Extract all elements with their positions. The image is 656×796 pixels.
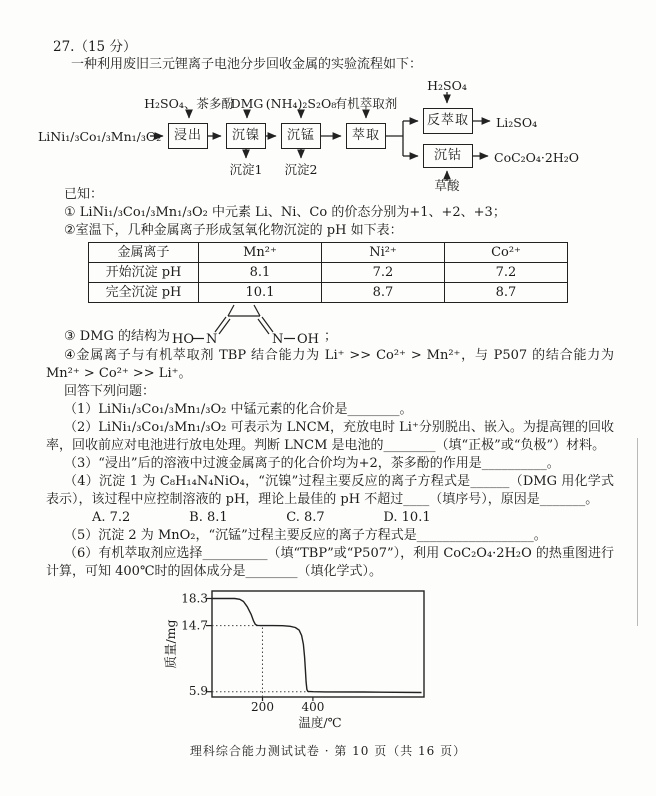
table-header-row [89,243,568,263]
question-intro: 一种利用废旧三元锂离子电池分步回收金属的实验流程如下： [71,57,423,72]
cell-start-mn: 8.1 [199,263,322,283]
page-edge-line [637,438,638,626]
flow-box-leach: 浸出 [168,123,208,149]
cell-start-ni: 7.2 [322,263,445,283]
bottom-label-precipitate-2: 沉淀2 [284,162,318,177]
known-item-1: ① LiNi₁/₃Co₁/₃Mn₁/₃O₂ 中元素 Li、Ni、Co 的价态分别为+1、+2、+3； [64,205,506,220]
cell-complete-mn: 10.1 [199,283,322,303]
top-label-h2so4-right: H₂SO₄ [427,78,467,93]
cell-complete-ni: 8.7 [322,283,445,303]
flow-box-back-extract: 反萃取 [423,108,473,134]
question-3: （3）“浸出”后的溶液中过渡金属离子的化合价均为+2，茶多酚的作用是__________。 [64,456,560,471]
table-row [89,263,568,283]
questions-prompt: 回答下列问题： [64,384,156,399]
option-a: A. 7.2 [92,510,131,525]
xtick-200: 200 [251,700,274,714]
option-b: B. 8.1 [189,510,228,525]
top-label-persulfate: (NH₄)₂S₂O₈ [265,96,337,111]
cell-start-co: 7.2 [445,263,568,283]
known-item-2: ②室温下，几种金属离子形成氢氧化物沉淀的 pH 如下表： [64,223,403,238]
question-number: 27.（15 分） [53,39,137,55]
question-6: （6）有机萃取剂应选择__________（填“TBP”或“P507”），利用 CoC₂O₄·2H₂O 的热重图进行计算，可知 400℃时的固体成分是________（填化学式）。 [46,546,614,579]
tg-chart [46,581,614,733]
product-label-li2so4: Li₂SO₄ [496,115,538,130]
question-4: （4）沉淀 1 为 C₈H₁₄N₄NiO₄，“沉镍”过程主要反应的离子方程式是______（DMG 用化学式表示），该过程中应控制溶液的 pH，理论上最佳的 pH 不超过____（填序号），原因是_______。 [46,474,614,507]
y-axis-label: 质量/mg [163,619,178,669]
known-item-4: ④金属离子与有机萃取剂 TBP 结合能力为 Li⁺ >> Co²⁺ > Mn²⁺，与 P507 的结合能力为 Mn²⁺ > Co²⁺ >> Li⁺。 [46,348,614,381]
question-2: （2）LiNi₁/₃Co₁/₃Mn₁/₃O₂ 可表示为 LNCM，充放电时 Li⁺分别脱出、嵌入。为提高锂的回收率，回收前应对电池进行放电处理。判断 LNCM 是电池的________（填“正极”或“负极”）材料。 [46,420,614,453]
flow-box-cobalt: 沉钴 [423,144,473,168]
flow-box-manganese: 沉锰 [281,123,321,149]
dmg-atom-ho: HO [172,332,195,347]
ytick-14-7: 14.7 [181,618,208,633]
option-d: D. 10.1 [383,510,431,525]
table-row [89,283,568,303]
page-footer: 理科综合能力测试试卷 · 第 10 页（共 16 页） [189,744,467,758]
top-label-dmg: DMG [230,96,264,111]
chart-tick-marks [206,599,313,702]
known-item-3-suffix: ； [324,329,338,344]
dmg-atom-n-right: N [272,332,284,347]
chart-frame [212,591,424,697]
dmg-structure-row [64,303,614,347]
cell-complete-co: 8.7 [445,283,568,303]
flow-branch-lines [386,121,403,156]
table-header-co: Co²⁺ [445,243,568,263]
ytick-5-9: 5.9 [188,684,208,699]
tg-curve [212,599,422,693]
dmg-atom-oh: OH [297,332,320,347]
product-label-cobalt-oxalate: CoC₂O₄·2H₂O [494,150,580,165]
question-1: （1）LiNi₁/₃Co₁/₃Mn₁/₃O₂ 中锰元素的化合价是________。 [64,402,413,417]
page-content [38,38,614,733]
bottom-label-oxalic-acid: 草酸 [434,178,460,193]
flow-box-nickel: 沉镍 [226,123,266,149]
chart-guides [212,626,309,697]
top-label-h2so4-polyphenol: H₂SO₄、茶多酚 [144,96,234,111]
dmg-atoms [172,332,319,347]
known-item-3-prefix: ③ DMG 的结构为 [64,329,171,344]
x-axis-label: 温度/℃ [298,715,342,730]
table-header-ni: Ni²⁺ [322,243,445,263]
row-label-complete-ph: 完全沉淀 pH [89,283,199,303]
dmg-atom-n-left: N [206,332,218,347]
ph-table [88,242,568,303]
reactant-label: LiNi₁/₃Co₁/₃Mn₁/₃O₂ [38,129,162,144]
table-header-mn: Mn²⁺ [199,243,322,263]
bottom-label-precipitate-1: 沉淀1 [229,162,263,177]
ytick-18-3: 18.3 [181,591,208,606]
options-row [92,509,614,527]
flow-box-extract: 萃取 [346,123,386,149]
dmg-structure-svg [172,303,322,347]
question-5: （5）沉淀 2 为 MnO₂，“沉锰”过程主要反应的离子方程式是__________________。 [64,528,547,543]
option-c: C. 8.7 [286,510,325,525]
top-label-organic-extractant: 有机萃取剂 [334,96,398,111]
tg-chart-svg [160,581,460,733]
chart-tick-labels [181,592,324,715]
process-flowchart [38,78,638,193]
known-title: 已知： [64,187,104,202]
row-label-start-ph: 开始沉淀 pH [89,263,199,283]
xtick-400: 400 [301,700,325,714]
table-header-metal-ion: 金属离子 [89,243,199,263]
